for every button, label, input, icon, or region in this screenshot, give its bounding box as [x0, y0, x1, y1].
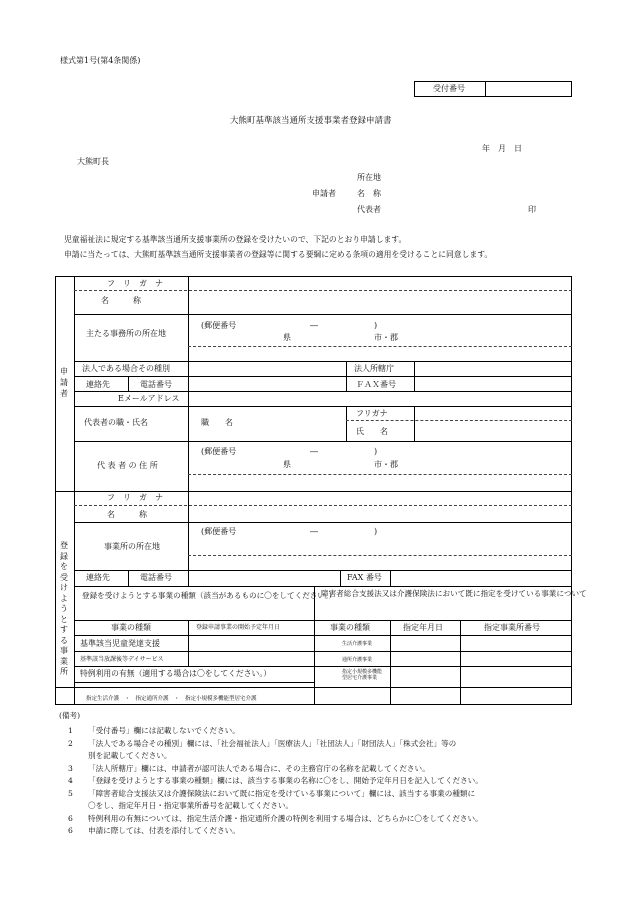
s2-phone-label: 電話番号	[140, 573, 172, 582]
note-text: 「法人である場合その種別」欄には、「社会福祉法人」「医療法人」「社団法人」「財団法人」「株式会社」等の	[88, 738, 457, 748]
note-item	[60, 752, 172, 760]
s1-phone-label: 電話番号	[140, 380, 172, 389]
note-item	[60, 790, 475, 798]
s2-services-heading: 登録を受けようとする事業の種類（該当があるものに〇をしてください。）	[82, 591, 337, 600]
s2-designated-3: 指定小規模多機能型居宅介護事業	[342, 669, 383, 681]
note-text: 「法人所轄庁」欄には、申請者が認可法人である場合に、その主務官庁の名称を記載してください。	[88, 763, 430, 773]
note-text: 〇をし、指定年月日・指定事業所番号を記載してください。	[88, 801, 294, 810]
note-item	[60, 765, 430, 773]
seal-mark: 印	[528, 205, 536, 214]
note-number: 4	[68, 776, 73, 785]
section1-side-label: 申請者	[60, 367, 68, 398]
s1-contact-label: 連絡先	[86, 380, 110, 389]
form-number: 様式第1号(第4条関係)	[60, 56, 141, 65]
note-item	[60, 727, 240, 735]
note-item	[60, 740, 456, 748]
note-number: 5	[68, 788, 73, 798]
note-number: 2	[68, 738, 73, 748]
s1-city-label: 市・郡	[374, 333, 398, 342]
applicant-name-label: 名 称	[357, 189, 381, 198]
s1-rep-postal-label: (郵便番号	[201, 447, 237, 456]
s1-rep-title-name-label: 代表者の職・氏名	[84, 418, 148, 427]
note-number: 6	[68, 826, 73, 835]
s1-rep-address-label: 代 表 者 の 住 所	[97, 461, 158, 470]
note-text: 特例利用の有無については、指定生活介護・指定通所介護の特例を利用する場合は、どちらかに〇をしてください。	[88, 813, 483, 823]
note-text: 「障害者総合支援法又は介護保険法において既に指定を受けている事業について」欄には、該当する事業の種類に	[88, 788, 476, 798]
s2-contact-label: 連絡先	[86, 573, 110, 582]
s2-furigana-label: フ リ ガ ナ	[107, 493, 163, 502]
s2-special-options: 指定生活介護 ・ 指定通所介護 ・ 指定小規模多機能型居宅介護	[86, 696, 257, 702]
receipt-number-box	[414, 81, 572, 97]
section2-side-label: 登録を受けようとする事業所	[60, 541, 68, 676]
s2-designated-2: 通所介護事業	[342, 657, 373, 663]
s1-rep-furigana-label: フリガナ	[356, 409, 388, 418]
s1-prefecture-label: 県	[283, 333, 291, 342]
s1-furigana-label: フ リ ガ ナ	[107, 279, 163, 288]
intro-line-1: 児童福祉法に規定する基準該当通所支援事業所の登録を受けたいので、下記のとおり申請します。	[64, 235, 407, 244]
s1-postal-label: (郵便番号	[201, 321, 237, 330]
s1-email-label: Eメールアドレス	[118, 394, 180, 403]
s1-corp-office-label: 法人所轄庁	[354, 364, 394, 373]
s1-position-label: 職 名	[201, 418, 233, 427]
note-number: 3	[68, 763, 73, 773]
s2-service-2: 基準該当放課後等デイサービス	[80, 656, 164, 663]
s2-office-address-label: 事業所の所在地	[104, 542, 160, 551]
note-item	[60, 815, 483, 823]
notes-title: (備考)	[59, 711, 81, 720]
s2-postal-label: (郵便番号	[201, 527, 237, 536]
note-item	[60, 827, 240, 835]
form-title: 大熊町基準該当通所支援事業者登録申請書	[230, 116, 392, 126]
s1-rep-name-label: 氏 名	[356, 427, 388, 436]
s2-designated-1: 生活介護事業	[342, 641, 373, 647]
s2-special-use: 特例利用の有無（適用する場合は〇をしてください。）	[80, 669, 272, 678]
s2-service-1: 基準該当児童発達支援	[80, 639, 160, 648]
s1-corp-type-label: 法人である場合その種別	[82, 364, 170, 373]
s1-fax-label: ＦＡＸ番号	[356, 380, 396, 389]
applicant-label: 申請者	[312, 189, 336, 198]
receipt-number-label: 受付番号	[433, 84, 465, 93]
applicant-rep-label: 代表者	[357, 205, 381, 214]
s1-name-label: 名 称	[101, 296, 141, 305]
note-text: 「受付番号」欄には記載しないでください。	[88, 726, 240, 735]
note-item	[60, 802, 293, 810]
intro-line-2: 申請に当たっては、大熊町基準該当通所支援事業者の登録等に関する要綱に定める条項の適用を受けることに同意します。	[64, 250, 493, 259]
application-date: 年 月 日	[482, 144, 522, 153]
s2-designated-heading: 障害者総合支援法又は介護保険法において既に指定を受けている事業について	[321, 589, 587, 598]
applicant-address-label: 所在地	[357, 173, 381, 182]
s2-col-date: 指定年月日	[403, 623, 443, 632]
s2-col-start: 登録申請事業の開始予定年月日	[196, 624, 281, 631]
s2-col-type2: 事業の種類	[330, 623, 370, 632]
s1-office-address-label: 主たる事務所の所在地	[86, 329, 166, 338]
s2-fax-label: FAX 番号	[347, 573, 382, 582]
s2-name-label: 名 称	[107, 510, 147, 519]
s2-col-type: 事業の種類	[111, 623, 151, 632]
note-number: 1	[68, 726, 73, 735]
note-item	[60, 777, 483, 785]
note-number: 6	[68, 813, 73, 823]
note-text: 「登録を受けようとする事業の種類」欄には、該当する事業の名称に〇をし、開始予定年月日を記入してください。	[88, 776, 483, 785]
s2-col-number: 指定事業所番号	[484, 623, 540, 632]
addressee: 大熊町長	[77, 157, 109, 166]
application-form-page: 様式第1号(第4条関係) 受付番号 大熊町基準該当通所支援事業者登録申請書 年 月 日 大熊町長 所在地 申請者 名 称 代表者 印 児童福祉法に規定する基準該当通所支援事業所の登録を受けたいので、下記のとおり申請します。 申請に当たっては、大熊町基準該当通所支援事業者の登録等に関する要綱に定める条項の適用を受けることに同意します。 申請者 登録を受けようとする事業所 フ リ ガ ナ 名 称 主たる事務所の所在地 (郵便番号 ― ) 県 市・郡 法人である場合その種別 法人所轄庁 連絡先 電話番号 ＦＡＸ番号 Eメールアドレス 代表者の職・氏名 職 名 フリガナ 氏 名 代 表 者 の 住 所 (郵便番号 ― ) 県 市・郡 フ リ ガ ナ 名 称 事業所の所在地 (郵便番号 ― ) 連絡先 電話番号 FAX 番号 登録を受けようとする事業の種類（該当があるものに〇をしてください。） 障害者総合支援法又は介護保険法において既に指定を受けている事業について 事業の種類 登録申請事業の開始予定年月日 事業の種類 指定年月日 指定事業所番号 基準該当児童発達支援 生活介護事業 基準該当放課後等デイサービス 通所介護事業 特例利用の有無（適用する場合は〇をしてください。） 指定小規模多機能型居宅介護事業 指定生活介護 ・ 指定通所介護 ・ 指定小規模多機能型居宅介護 (備考) 1 「受付番号」欄には記載しないでください。 2 「法人である場合その種別」欄には、「社会福祉法人」「医療法人」「社団法人」「財団法人」「株式会社」等の 別を記載してください。 3 「法人所轄庁」欄には、申請者が認可法人である場合に、その主務官庁の名称を記載してください。 4 「登録を受けようとする事業の種類」欄には、該当する事業の名称に〇をし、開始予定年月日を記入してください。 5 「障害者総合支援法又は介護保険法において既に指定を受けている事業について」欄には、該当する事業の種類に 〇をし、指定年月日・指定事業所番号を記載してください。 6 特例利用の有無については、指定生活介護・指定通所介護の特例を利用する場合は、どちらかに〇をしてください。 6 申請に際しては、付表を添付してください。	[0, 0, 630, 902]
note-text: 申請に際しては、付表を添付してください。	[88, 826, 240, 835]
note-text: 別を記載してください。	[88, 751, 172, 760]
